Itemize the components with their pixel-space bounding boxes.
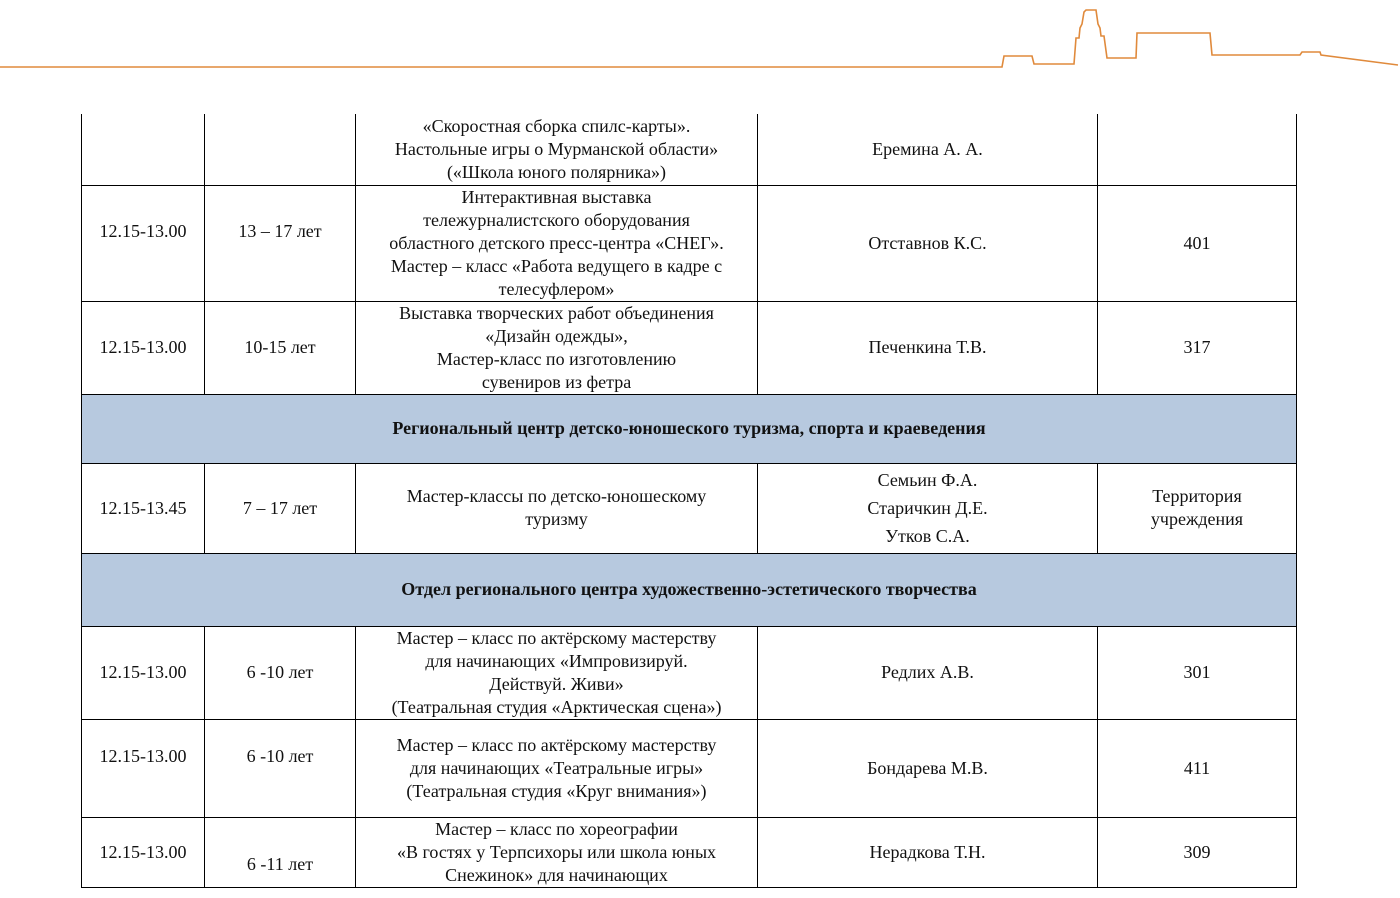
section-header-row bbox=[82, 553, 1297, 626]
table-row bbox=[82, 719, 1297, 817]
time-cell bbox=[82, 114, 205, 185]
event-line: туризму bbox=[525, 509, 588, 529]
teacher-name: Редлих А.В. bbox=[881, 662, 974, 682]
event-line: Настольные игры о Мурманской области» bbox=[394, 138, 719, 159]
time-cell: 12.15-13.00 bbox=[82, 185, 205, 301]
time-cell: 12.15-13.00 bbox=[82, 301, 205, 394]
teacher-cell bbox=[758, 114, 1098, 185]
event-line: «Скоростная сборка спилс-карты». bbox=[422, 115, 691, 136]
age-cell: 6 -11 лет bbox=[205, 817, 356, 887]
teacher-name: Старичкин Д.Е. bbox=[867, 498, 988, 518]
table-row bbox=[82, 114, 1297, 185]
room-cell: 301 bbox=[1098, 626, 1297, 719]
age-cell: 7 – 17 лет bbox=[205, 463, 356, 553]
teacher-name: Печенкина Т.В. bbox=[868, 337, 987, 357]
teacher-cell bbox=[758, 301, 1098, 394]
event-cell bbox=[356, 719, 758, 817]
event-line: тележурналистского оборудования bbox=[423, 209, 690, 230]
room-cell: Территория учреждения bbox=[1098, 463, 1297, 553]
event-line: Мастер – класс по актёрскому мастерству bbox=[396, 734, 717, 755]
event-line: телесуфлером» bbox=[498, 278, 615, 299]
header-skyline-decoration bbox=[0, 0, 1400, 80]
event-line: областного детского пресс-центра «СНЕГ». bbox=[389, 232, 724, 253]
room-cell: 309 bbox=[1098, 817, 1297, 887]
teacher-name: Семьин Ф.А. bbox=[877, 470, 978, 490]
event-line: («Школа юного полярника») bbox=[446, 161, 667, 182]
event-line: Действуй. Живи» bbox=[489, 673, 624, 694]
event-cell bbox=[356, 817, 758, 887]
teacher-name: Нерадкова Т.Н. bbox=[869, 841, 986, 862]
event-line: Мастер – класс по актёрскому мастерству bbox=[396, 627, 717, 648]
event-cell bbox=[356, 114, 758, 185]
table-row bbox=[82, 301, 1297, 394]
teacher-name: Отставнов К.С. bbox=[868, 232, 987, 253]
event-cell bbox=[356, 301, 758, 394]
teacher-name: Еремина А. А. bbox=[872, 138, 983, 159]
event-line: Интерактивная выставка bbox=[461, 186, 652, 207]
table-row bbox=[82, 626, 1297, 719]
schedule-table bbox=[81, 114, 1297, 888]
age-cell: 13 – 17 лет bbox=[205, 185, 356, 301]
time-cell: 12.15-13.00 bbox=[82, 719, 205, 817]
age-cell bbox=[205, 114, 356, 185]
age-cell: 6 -10 лет bbox=[205, 626, 356, 719]
event-line: сувениров из фетра bbox=[481, 371, 632, 392]
room-cell: 401 bbox=[1098, 185, 1297, 301]
event-cell bbox=[356, 626, 758, 719]
event-line: (Театральная студия «Круг внимания») bbox=[406, 780, 707, 801]
table-row bbox=[82, 817, 1297, 887]
time-cell: 12.15-13.00 bbox=[82, 817, 205, 887]
teacher-name: Бондарева М.В. bbox=[867, 757, 988, 778]
event-line: Мастер – класс по хореографии bbox=[435, 818, 678, 839]
teacher-name: Утков С.А. bbox=[885, 526, 970, 546]
event-line: Снежинок» для начинающих bbox=[445, 864, 668, 885]
age-cell: 10-15 лет bbox=[205, 301, 356, 394]
teacher-cell bbox=[758, 463, 1098, 553]
event-line: для начинающих «Импровизируй. bbox=[425, 650, 688, 671]
event-line: для начинающих «Театральные игры» bbox=[409, 757, 704, 778]
section-header-row bbox=[82, 394, 1297, 463]
event-line: «Дизайн одежды», bbox=[485, 325, 628, 346]
room-cell: 411 bbox=[1098, 719, 1297, 817]
section-title: Отдел регионального центра художественно-эстетического творчества bbox=[82, 553, 1297, 626]
event-line: (Театральная студия «Арктическая сцена») bbox=[391, 696, 722, 717]
time-cell: 12.15-13.00 bbox=[82, 626, 205, 719]
event-cell bbox=[356, 463, 758, 553]
time-cell: 12.15-13.45 bbox=[82, 463, 205, 553]
room-cell bbox=[1098, 114, 1297, 185]
event-cell bbox=[356, 185, 758, 301]
table-row bbox=[82, 463, 1297, 553]
age-cell: 6 -10 лет bbox=[205, 719, 356, 817]
event-line: Мастер-класс по изготовлению bbox=[436, 348, 677, 369]
room-cell: 317 bbox=[1098, 301, 1297, 394]
section-title: Региональный центр детско-юношеского туризма, спорта и краеведения bbox=[82, 394, 1297, 463]
event-line: Мастер – класс «Работа ведущего в кадре с bbox=[390, 255, 723, 276]
table-row bbox=[82, 185, 1297, 301]
event-line: «В гостях у Терпсихоры или школа юных bbox=[396, 841, 717, 862]
teacher-cell bbox=[758, 817, 1098, 887]
teacher-cell bbox=[758, 719, 1098, 817]
teacher-cell bbox=[758, 626, 1098, 719]
event-line: Выставка творческих работ объединения bbox=[399, 302, 714, 323]
event-line: Мастер-классы по детско-юношескому bbox=[406, 486, 707, 506]
teacher-cell bbox=[758, 185, 1098, 301]
